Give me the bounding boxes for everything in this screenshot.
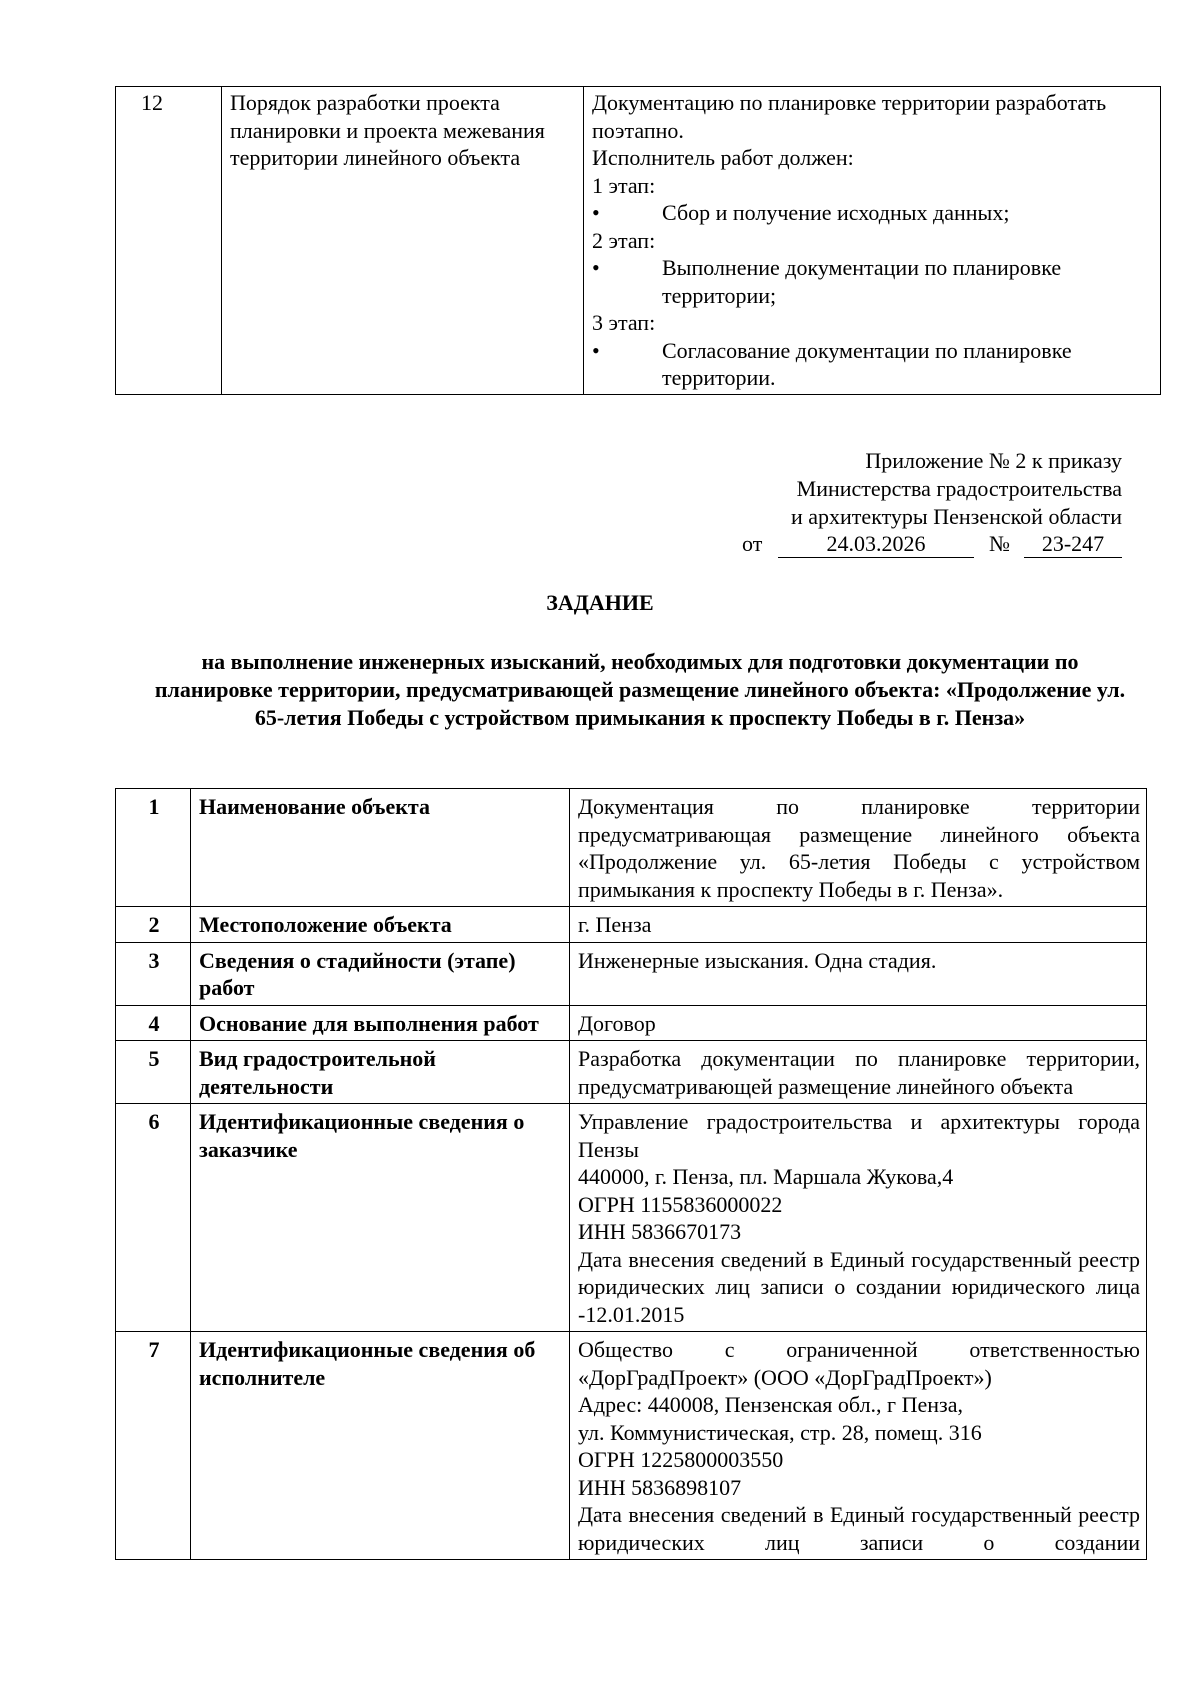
customer-address: 440000, г. Пенза, пл. Маршала Жукова,4 [578,1164,954,1189]
executor-street: ул. Коммунистическая, стр. 28, помещ. 316 [578,1419,982,1445]
order-date: 24.03.2026 [778,531,974,558]
executor-name: Общество с ограниченной ответственностью «ДорГрадПроект» (ООО «ДорГрадПроект») [578,1337,1140,1390]
customer-name: Управление градостроительства и архитектуры города Пензы [578,1109,1140,1162]
customer-ogrn: ОГРН 1155836000022 [578,1191,783,1217]
row-value [570,1332,1147,1560]
row-value: Документация по планировке территории предусматривающая размещение линейного объекта «Продолжение ул. 65-летия Победы с устройством примыкания к проспекту Победы в г. Пенза». [570,789,1147,907]
table-row [116,1332,1147,1560]
row-label: Вид градостроительной деятельности [191,1041,570,1104]
appendix-line: Министерства градостроительства [796,476,1122,501]
continued-table [115,86,1161,395]
text-line: Документацию по планировке территории разработать поэтапно. [592,90,1107,143]
row-label: Основание для выполнения работ [191,1005,570,1041]
row-label: Идентификационные сведения об исполнителе [191,1332,570,1560]
page-subtitle: на выполнение инженерных изысканий, необходимых для подготовки документации по планировке территории, предусматривающей размещение линейного объекта: «Продолжение ул. 65-летия Победы с устройством примыкания к проспекту Победы в г. Пенза» [154,649,1126,730]
row-number: 12 [116,87,222,395]
table-row [116,789,1147,907]
executor-inn: ИНН 5836898107 [578,1474,742,1500]
text-line: 3 этап: [592,310,656,335]
bullet-icon: • [592,337,600,363]
executor-address: Адрес: 440008, Пензенская обл., г Пенза, [578,1392,963,1417]
row-number: 2 [116,907,191,943]
row-number: 7 [116,1332,191,1560]
executor-registration: Дата внесения сведений в Единый государственный реестр юридических лиц записи о создании [578,1502,1140,1555]
executor-ogrn: ОГРН 1225800003550 [578,1447,784,1472]
order-number: 23-247 [1024,531,1122,558]
row-label: Местоположение объекта [191,907,570,943]
appendix-block [791,447,1122,531]
row-number: 1 [116,789,191,907]
row-value: Разработка документации по планировке территории, предусматривающей размещение линейного объекта [570,1041,1147,1104]
row-label: Порядок разработки проекта планировки и проекта межевания территории линейного объекта [222,87,584,395]
appendix-line: Приложение № 2 к приказу [865,448,1122,473]
row-number: 5 [116,1041,191,1104]
page-title: ЗАДАНИЕ [546,590,654,615]
text-line: Исполнитель работ должен: [592,145,854,170]
from-label: от [742,531,763,556]
table-row [116,1005,1147,1041]
number-label: № [989,531,1010,556]
row-value [584,87,1161,395]
row-value [570,1104,1147,1332]
customer-inn: ИНН 5836670173 [578,1219,742,1244]
row-value: Договор [570,1005,1147,1041]
table-row [116,942,1147,1005]
row-value: г. Пенза [570,907,1147,943]
row-number: 6 [116,1104,191,1332]
row-number: 3 [116,942,191,1005]
text-line: 1 этап: [592,172,656,198]
row-label: Наименование объекта [191,789,570,907]
order-reference [742,531,1122,565]
list-item: • Выполнение документации по планировке территории; [592,255,1062,308]
text-line: 2 этап: [592,227,656,253]
bullet-icon: • [592,255,600,280]
list-item: • Сбор и получение исходных данных; [592,200,1010,225]
list-item: • Согласование документации по планировке территории. [592,337,1072,390]
row-label: Сведения о стадийности (этапе) работ [191,942,570,1005]
customer-registration: Дата внесения сведений в Единый государственный реестр юридических лиц записи о создании юридического лица -12.01.2015 [578,1246,1140,1327]
table-row [116,907,1147,943]
row-label: Идентификационные сведения о заказчике [191,1104,570,1332]
row-number: 4 [116,1005,191,1041]
row-value: Инженерные изыскания. Одна стадия. [570,942,1147,1005]
table-row [116,1041,1147,1104]
appendix-line: и архитектуры Пензенской области [791,504,1122,529]
table-row [116,87,1161,395]
bullet-icon: • [592,200,600,225]
table-row [116,1104,1147,1332]
task-table [115,788,1147,1560]
